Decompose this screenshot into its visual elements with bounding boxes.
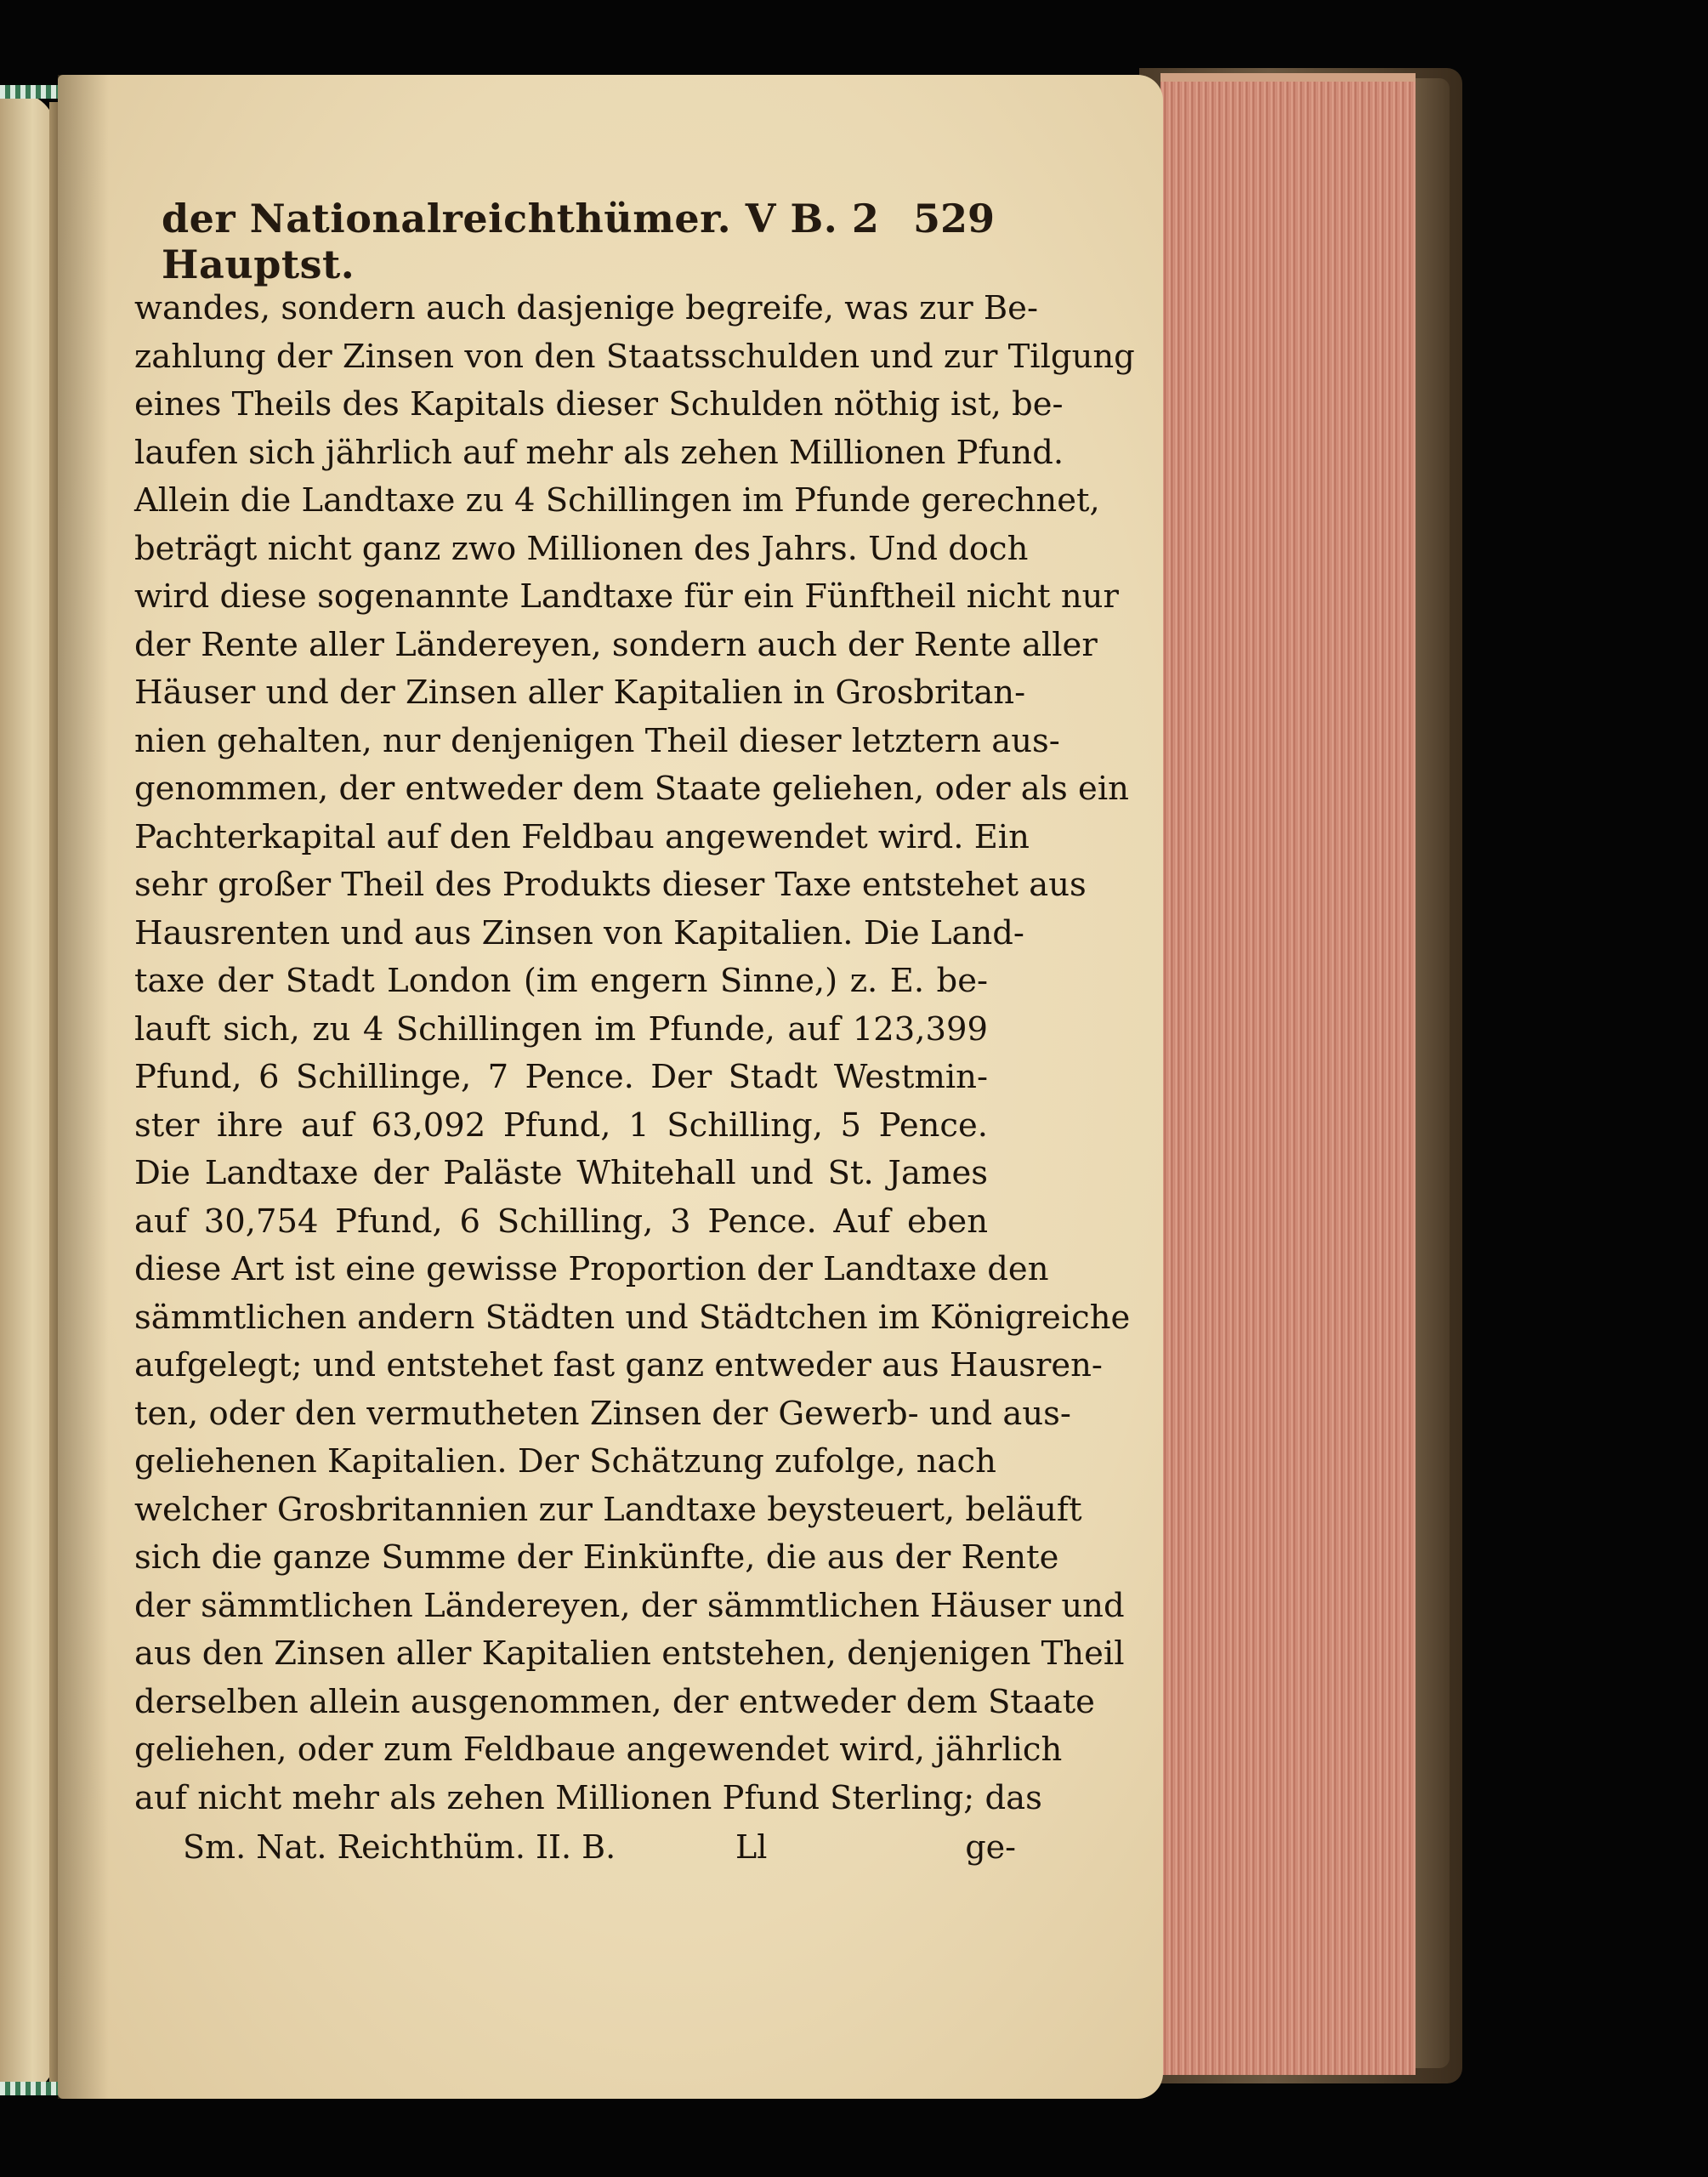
catchword: ge- [965, 1828, 1016, 1866]
text-line: sehr großer Theil des Produkts dieser Taxe entstehet aus [134, 866, 1087, 904]
text-line: der sämmtlichen Ländereyen, der sämmtlichen Häuser und [134, 1586, 1125, 1625]
text-line: aufgelegt; und entstehet fast ganz entweder aus Hausren- [134, 1346, 1103, 1384]
text-line: Häuser und der Zinsen aller Kapitalien in Grosbritan- [134, 674, 1026, 712]
text-line: Hausrenten und aus Zinsen von Kapitalien. Die Land- [134, 913, 1024, 952]
text-line: lauft sich, zu 4 Schillingen im Pfunde, auf 123,399 [134, 1009, 988, 1049]
text-line: wird diese sogenannte Landtaxe für ein Fünftheil nicht nur [134, 577, 1119, 616]
page-block-edge [1160, 73, 1416, 2075]
text-line: laufen sich jährlich auf mehr als zehen Millionen Pfund. [134, 433, 1064, 472]
text-line: wandes, sondern auch dasjenige begreife, was zur Be- [134, 289, 1038, 327]
gutter-shadow [58, 75, 109, 2099]
text-line: auf 30,754 Pfund, 6 Schilling, 3 Pence. Auf eben [134, 1202, 988, 1241]
signature-mark: Ll [735, 1828, 768, 1866]
text-line: derselben allein ausgenommen, der entweder dem Staate [134, 1682, 1095, 1721]
running-title: der Nationalreichthümer. V B. 2 Hauptst. [162, 196, 880, 287]
running-header [162, 196, 995, 287]
text-line: taxe der Stadt London (im engern Sinne,) z. E. be- [134, 962, 988, 1000]
text-line: ster ihre auf 63,092 Pfund, 1 Schilling, 5 Pence. [134, 1106, 988, 1145]
text-line: nien gehalten, nur denjenigen Theil dieser letztern aus- [134, 721, 1060, 760]
text-line: sämmtlichen andern Städten und Städtchen im Königreiche [134, 1298, 1131, 1337]
text-line: ten, oder den vermutheten Zinsen der Gewerb- und aus- [134, 1394, 1071, 1433]
text-line: geliehen, oder zum Feldbaue angewendet wird, jährlich [134, 1731, 1063, 1769]
text-line: der Rente aller Ländereyen, sondern auch der Rente aller [134, 625, 1098, 664]
page-number: 529 [912, 196, 995, 242]
signature-title: Sm. Nat. Reichthüm. II. B. [183, 1828, 616, 1866]
text-line: Die Landtaxe der Paläste Whitehall und St. James [134, 1154, 988, 1192]
page-footer [183, 1828, 1016, 1879]
text-line: Pachterkapital auf den Feldbau angewendet wird. Ein [134, 817, 1030, 856]
text-line: genommen, der entweder dem Staate geliehen, oder als ein [134, 770, 1129, 808]
text-line: Pfund, 6 Schillinge, 7 Pence. Der Stadt Westmin- [134, 1058, 988, 1096]
text-line: eines Theils des Kapitals dieser Schulden nöthig ist, be- [134, 385, 1064, 423]
text-line: sich die ganze Summe der Einkünfte, die aus der Rente [134, 1538, 1059, 1577]
text-line: zahlung der Zinsen von den Staatsschulden und zur Tilgung [134, 337, 1135, 376]
text-line: auf nicht mehr als zehen Millionen Pfund Sterling; das [134, 1778, 1042, 1817]
text-line: aus den Zinsen aller Kapitalien entstehen, denjenigen Theil [134, 1634, 1125, 1673]
body-text [134, 285, 1135, 1822]
text-line: geliehenen Kapitalien. Der Schätzung zufolge, nach [134, 1442, 996, 1481]
text-line: diese Art ist eine gewisse Proportion der Landtaxe den [134, 1250, 1049, 1288]
text-line: beträgt nicht ganz zwo Millionen des Jahrs. Und doch [134, 529, 1029, 568]
text-line: welcher Grosbritannien zur Landtaxe beysteuert, beläuft [134, 1490, 1082, 1529]
text-line: Allein die Landtaxe zu 4 Schillingen im Pfunde gerechnet, [134, 481, 1100, 520]
